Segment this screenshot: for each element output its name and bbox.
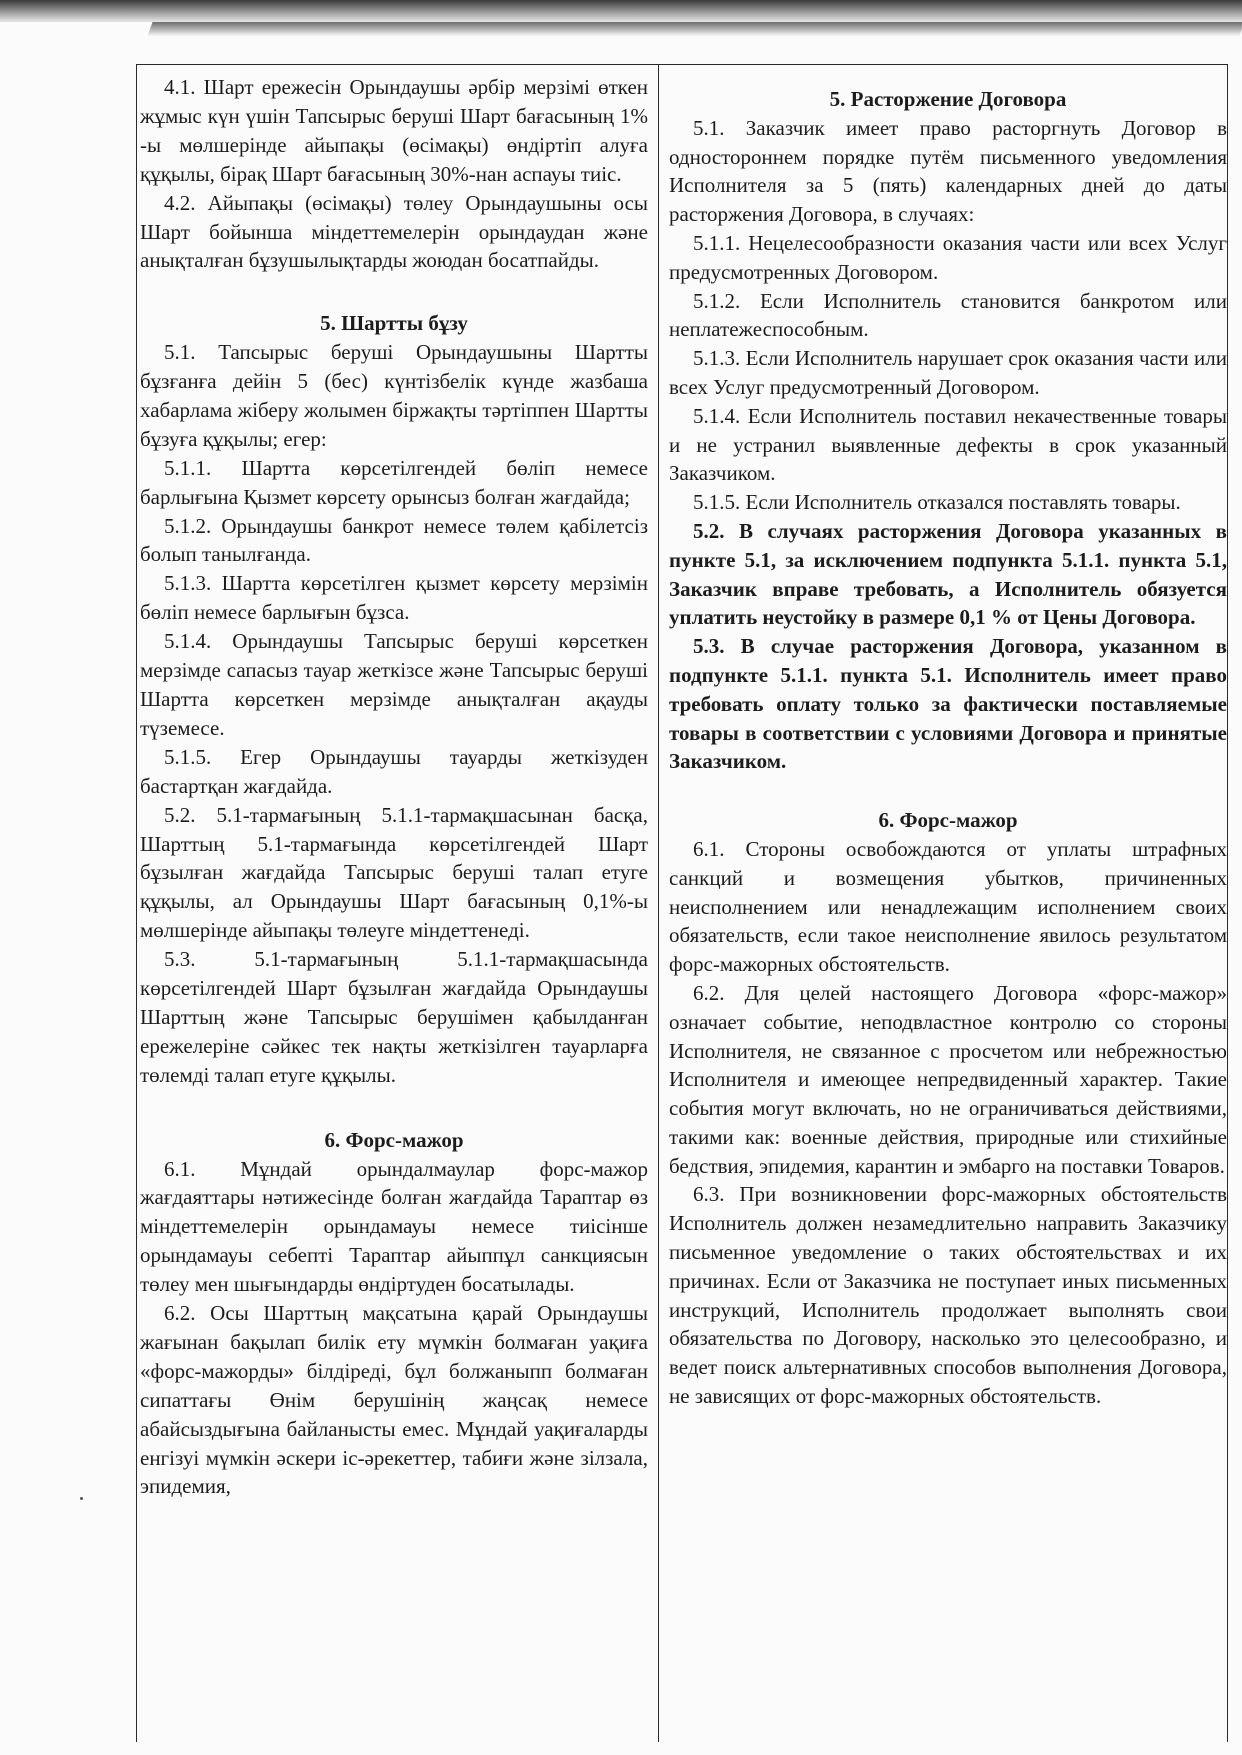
clause-6-3-ru: 6.3. При возникновении форс-мажорных обстоятельств Исполнитель должен незамедлительно направить Заказчику письменное уведомление о таких обстоятельствах и их причинах. Если от Заказчика не поступает иных письменных инструкций, Исполнитель продолжает выполнять свои обязательства по Договору, насколько это целесообразно, и ведет поиск альтернативных способов выполнения Договора, не зависящих от форс-мажорных обстоятельств. xyxy=(669,1182,1227,1409)
clause-5-1-kz: 5.1. Тапсырыс беруші Орындаушыны Шартты бұзғанға дейін 5 (бес) күнтізбелік күнде жазбаша хабарлама жіберу жолымен біржақты тәртіппен Шартты бұзуға құқылы; егер: xyxy=(140,340,648,451)
clause-4-1-kz: 4.1. Шарт ережесін Орындаушы әрбір мерзімі өткен жұмыс күн үшін Тапсырыс беруші Шарт бағасының 1% -ы мөлшерінде айыпақы (өсімақы) өндіртіп алуға құқылы, бірақ Шарт бағасының 30%-нан аспауы тиіс. xyxy=(140,75,648,186)
scan-top-shadow xyxy=(0,0,1242,22)
clause-6-2-kz: 6.2. Осы Шарттың мақсатына қарай Орындаушы жағынан бақылап билік ету мүмкін болмаған уақиға «форс-мажорды» білдіреді, бұл болжаныпп болмаған сипаттағы Өнім берушінің жаңсақ немесе абайсыздығына байланысты емес. Мұндай уақиғаларды енгізуі мүмкін әскери іс-әрекеттер, табиғи және зілзала, эпидемия, xyxy=(140,1301,648,1499)
section-5-heading-ru: 5. Расторжение Договора xyxy=(829,87,1067,111)
clause-5-2-kz: 5.2. 5.1-тармағының 5.1.1-тармақшасынан басқа, Шарттың 5.1-тармағында көрсетілгендей Шарт бұзылған жағдайда Тапсырыс беруші талап етуге құқылы, ал Орындаушы Шарт бағасының 0,1%-ы мөлшерінде айыпақы төлеуге міндеттенеді. xyxy=(140,802,648,943)
clause-5-1-1-kz: 5.1.1. Шартта көрсетілгендей бөліп немесе барлығына Қызмет көрсету орынсыз болған жағдайда; xyxy=(140,455,648,509)
clause-5-1-3-kz: 5.1.3. Шартта көрсетілген қызмет көрсету мерзімін бөліп немесе барлығын бұзса. xyxy=(140,571,648,625)
clause-5-1-2-kz: 5.1.2. Орындаушы банкрот немесе төлем қабілетсіз болып танылғанда. xyxy=(140,513,648,567)
clause-5-1-5-kz: 5.1.5. Егер Орындаушы тауарды жеткізуден бастартқан жағдайда. xyxy=(140,744,648,798)
clause-6-1-ru: 6.1. Стороны освобождаются от уплаты штрафных санкций и возмещения убытков, причиненных неисполнением или ненадлежащим исполнением своих обязательств, если такое неисполнение явилось результатом форс-мажорных обстоятельств. xyxy=(669,836,1227,977)
kazakh-column xyxy=(137,65,659,1742)
clause-6-1-kz: 6.1. Мұндай орындалмаулар форс-мажор жағдаяттары нәтижесінде болған жағдайда Тараптар өз міндеттемелерін орындамауы немесе тиісінше орындамауы себепті Тараптар айыппұл санкциясын төлеу мен шығындарды өндіртуден босатылады. xyxy=(140,1156,648,1297)
section-6-heading-kz: 6. Форс-мажор xyxy=(324,1127,464,1152)
clause-5-1-4-kz: 5.1.4. Орындаушы Тапсырыс беруші көрсеткен мерзімде сапасыз тауар жеткізсе және Тапсырыс беруші Шартта көрсеткен мерзімде анықталған ақауды түземесе. xyxy=(140,629,648,740)
clause-4-2-kz: 4.2. Айыпақы (өсімақы) төлеу Орындаушыны осы Шарт бойынша міндеттемелерін орындаудан және анықталған бұзушылықтарды жоюдан босатпайды. xyxy=(140,190,648,273)
section-6-heading-ru: 6. Форс-мажор xyxy=(878,808,1018,833)
scan-speck xyxy=(80,1497,83,1500)
clause-5-1-2-ru: 5.1.2. Если Исполнитель становится банкротом или неплатежеспособным. xyxy=(669,288,1227,342)
clause-5-3-ru: 5.3. В случае расторжения Договора, указанном в подпункте 5.1.1. пункта 5.1. Исполнитель имеет право требовать оплату только за фактически поставляемые товары в соответствии с условиями Договора и принятые Заказчиком. xyxy=(669,634,1227,774)
clause-5-2-ru: 5.2. В случаях расторжения Договора указанных в пункте 5.1, за исключением подпункта 5.1.1. пункта 5.1, Заказчик вправе требовать, а Исполнитель обязуется уплатить неустойку в размере 0,1 % от Цены Договора. xyxy=(669,518,1227,630)
clause-5-1-1-ru: 5.1.1. Нецелесообразности оказания части или всех Услуг предусмотренных Договором. xyxy=(669,230,1227,284)
clause-5-3-kz: 5.3. 5.1-тармағының 5.1.1-тармақшасында көрсетілгендей Шарт бұзылған жағдайда Орындаушы Шарттың және Тапсырыс берушімен қабылданған ережелеріне сәйкес тек нақты жеткізілген тауарларға төлемді талап етуге құқылы. xyxy=(140,947,648,1087)
clause-5-1-3-ru: 5.1.3. Если Исполнитель нарушает срок оказания части или всех Услуг предусмотренный Договором. xyxy=(669,346,1227,399)
contract-two-column-table xyxy=(136,64,1228,1742)
scan-page-fold xyxy=(147,22,1242,36)
clause-6-2-ru: 6.2. Для целей настоящего Договора «форс-мажор» означает событие, неподвластное контролю со стороны Исполнителя, не связанное с просчетом или небрежностью Исполнителя и имеющее непредвиденный характер. Такие события могут включать, но не ограничиваться действиями, такими как: военные действия, природные или стихийные бедствия, эпидемия, карантин и эмбарго на поставки Товаров. xyxy=(669,980,1227,1178)
clause-5-1-5-ru: 5.1.5. Если Исполнитель отказался поставлять товары. xyxy=(693,490,1181,515)
section-5-heading-kz: 5. Шартты бұзу xyxy=(320,311,468,336)
clause-5-1-ru: 5.1. Заказчик имеет право расторгнуть Договор в одностороннем порядке путём письменного уведомления Исполнителя за 5 (пять) календарных дней до даты расторжения Договора, в случаях: xyxy=(669,115,1227,227)
clause-5-1-4-ru: 5.1.4. Если Исполнитель поставил некачественные товары и не устранил выявленные дефекты в срок указанный Заказчиком. xyxy=(669,403,1227,486)
russian-column xyxy=(659,65,1227,1742)
